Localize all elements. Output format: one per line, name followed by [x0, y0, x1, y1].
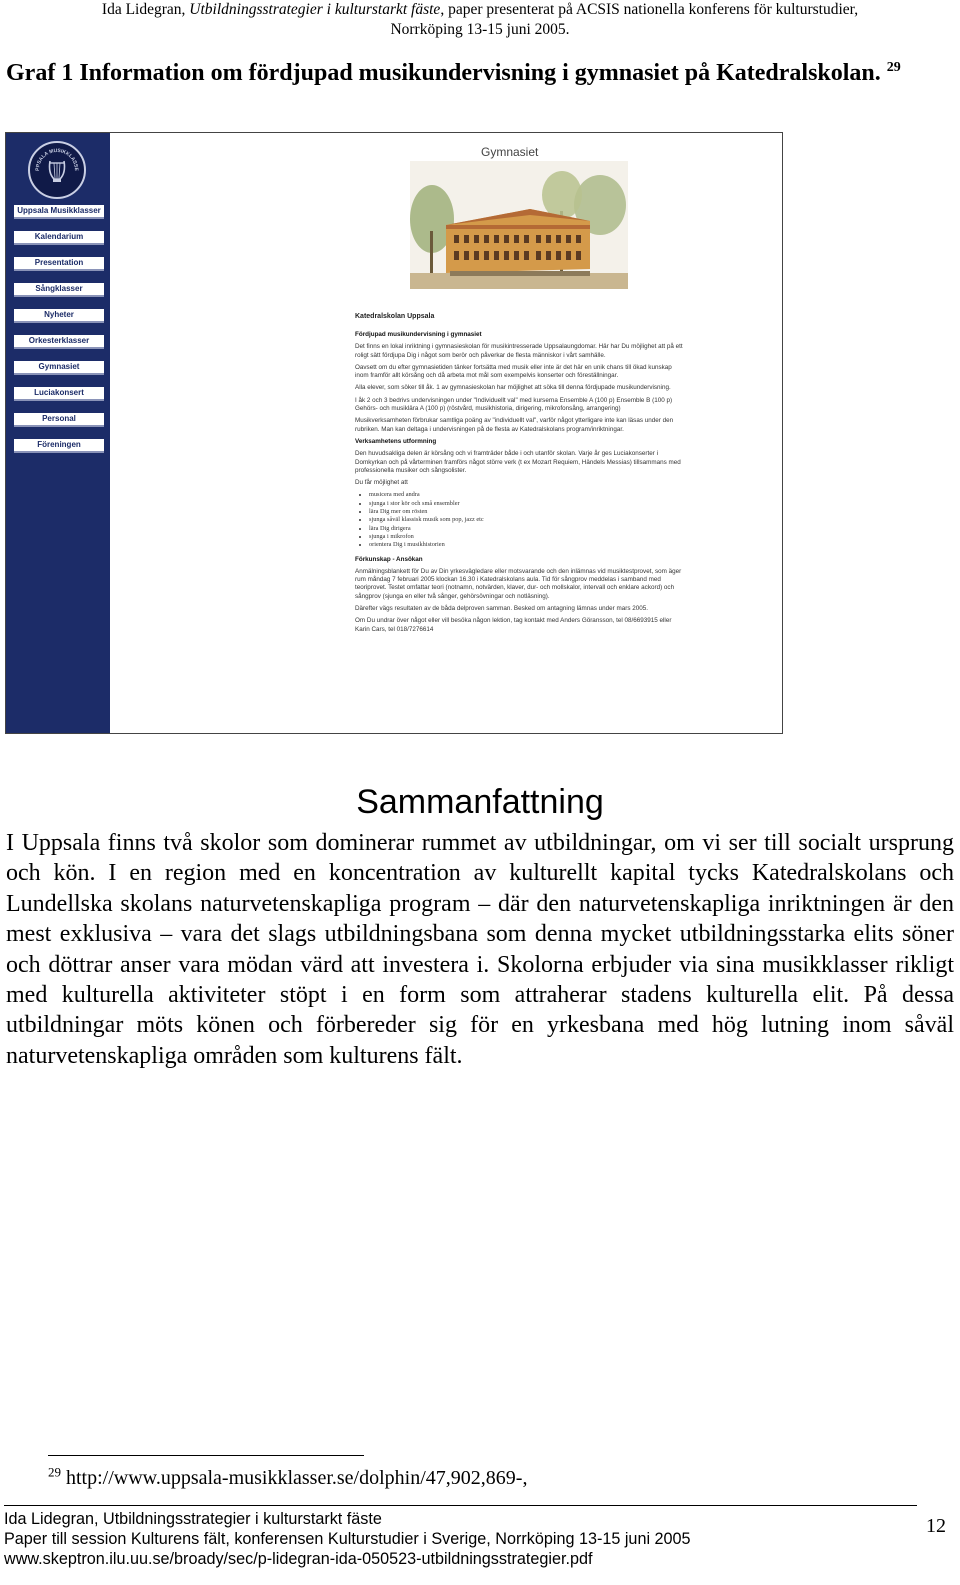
website-section1-paragraph: Alla elever, som söker till åk. 1 av gymnasieskolan har möjlighet att söka till denna fördjupade musikundervisning. [355, 384, 671, 392]
school-building-illustration [410, 161, 628, 289]
website-section2-paragraph: Du får möjlighet att [355, 479, 408, 487]
nav-item-orkesterklasser[interactable]: Orkesterklasser [14, 335, 104, 349]
website-nav [14, 205, 104, 465]
website-section1-paragraph: Det finns en lokal inriktning i gymnasieskolan för musikintresserade Uppsalaungdomar. Här har Du möjlighet att på ett roligt sätt fördjupa Dig i något som berör och påverkar de flesta människor i vårt samhälle. [355, 343, 683, 359]
website-section3-paragraph: Om Du undrar över något eller vill besöka någon lektion, tag kontakt med Anders Göransson, tel 08/6693915 eller Karin Cars, tel 018/7276614 [355, 617, 672, 633]
footer-divider [4, 1505, 917, 1506]
footnote-link[interactable]: http://www.uppsala-musikklasser.se/dolphin/47,902,869-, [66, 1467, 528, 1489]
footer-line-2: Paper till session Kulturens fält, konferensen Kulturstudier i Sverige, Norrköping 13-15 juni 2005 [4, 1530, 691, 1548]
list-item: • orientera Dig i musikhistorien [369, 541, 685, 549]
nav-item-personal[interactable]: Personal [14, 413, 104, 427]
logo-text: PPSALA MUSIKKLASSE [34, 147, 80, 172]
nav-item-foreningen[interactable]: Föreningen [14, 439, 104, 453]
header-venue: , paper presenterat på ACSIS nationella konferens för kulturstudier, [440, 1, 859, 18]
website-section2-paragraph: Den huvudsakliga delen är körsång och vi framträder både i och utanför skolan. Varje år ges Luciakonserter i Domkyrkan och på vårterminen framförs något större verk (t ex Mozart Requiem, Händels Messias) tillsammans med professionella musiker och sångsolister. [355, 450, 681, 474]
list-item: • sjunga i stor kör och små ensembler [369, 500, 685, 508]
footer-url-link[interactable]: www.skeptron.ilu.uu.se/broady/sec/p-lidegran-ida-050523-utbildningsstrategier.pdf [4, 1550, 593, 1568]
page-number: 12 [926, 1515, 946, 1537]
website-section1-paragraph: Oavsett om du efter gymnasietiden tänker fortsätta med musik eller inte är det här en unik chans till ökad kunskap inom framför allt körsång och då arbeta mot mål som exempelvis konserter och föreställningar. [355, 363, 672, 380]
nav-item-uppsala-musikklasser[interactable]: Uppsala Musikklasser [14, 205, 104, 219]
header-paper-title: Utbildningsstrategier i kulturstarkt fäste [189, 1, 441, 18]
nav-item-nyheter[interactable]: Nyheter [14, 309, 104, 323]
page-footer [4, 1509, 904, 1569]
website-screenshot [5, 132, 783, 734]
running-header [0, 0, 960, 40]
footnote-divider [48, 1455, 364, 1456]
header-author: Ida Lidegran, [101, 1, 190, 18]
lyre-logo-icon [28, 141, 86, 199]
website-section1-paragraph: I åk 2 och 3 bedrivs undervisningen under "Individuellt val" med kurserna Ensemble A (100 p) Ensemble B (100 p) Gehörs- och musiklära A (100 p) (röstvård, musikhistoria, dirigering, mikrofonsång, arrangering) [355, 396, 673, 413]
list-item: • musicera med andra [369, 491, 685, 499]
header-line-1 [0, 0, 960, 20]
figure-caption [6, 58, 954, 88]
website-sidebar [6, 133, 110, 733]
section-heading-summary: Sammanfattning [356, 783, 604, 821]
footnote [48, 1466, 527, 1490]
summary-paragraph: I Uppsala finns två skolor som dominerar rummet av utbildningar, om vi ser till socialt ursprung och kön. I en region med en koncentration av kulturellt kapital tycks Katedralskolans och Lundellska skolans naturvetenskapliga program – där den naturvetenskapliga inriktningen är den mest exklusiva – vara det slags utbildningsbana som denna mycket utbildningsstarka elits söner och döttrar anser vara mödan värd att investera i. Skolorna erbjuder via sina musikklasser rikligt med kulturella aktiviteter stöpt i en form som attraherar stadens kulturella elit. På dessa utbildningar möts könen och förbereder sig för en yrkesbana med hög lutning inom såväl naturvetenskapliga områden som kulturens fält. [6, 830, 954, 1069]
figure-caption-text: Graf 1 Information om fördjupad musikundervisning i gymnasiet på Katedralskolan. [6, 60, 881, 86]
list-item: • sjunga i mikrofon [369, 533, 685, 541]
website-section3-heading: Förkunskap - Ansökan [355, 555, 423, 563]
nav-item-presentation[interactable]: Presentation [14, 257, 104, 271]
list-item: • lära Dig mer om rösten [369, 508, 685, 516]
website-section1-paragraph: Musikverksamheten förbrukar samtliga poäng av "individuellt val", varför något ytterligare inte kan läsas under den rubriken. Man kan deltaga i undervisningen på de flesta av Katedralskolans program/inriktningar. [355, 417, 674, 433]
list-item: • lära Dig dirigera [369, 525, 685, 533]
nav-item-luciakonsert[interactable]: Luciakonsert [14, 387, 104, 401]
website-content [118, 133, 778, 733]
website-section1-heading: Fördjupad musikundervisning i gymnasiet [355, 331, 482, 338]
website-school-name: Katedralskolan Uppsala [355, 313, 435, 320]
footer-line-1: Ida Lidegran, Utbildningsstrategier i kulturstarkt fäste [4, 1510, 382, 1528]
nav-item-kalendarium[interactable]: Kalendarium [14, 231, 104, 245]
list-item: • sjunga såväl klassisk musik som pop, jazz etc [369, 516, 685, 524]
footnote-ref: 29 [886, 60, 901, 75]
website-bullet-list [361, 491, 685, 549]
website-page-title: Gymnasiet [481, 145, 539, 159]
website-section3-paragraph: Anmälningsblankett för Du av Din yrkesvägledare eller motsvarande och den inlämnas vid musiktestprovet, som äger rum måndag 7 februari 2005 klockan 16.30 i Katedralskolans aula. Tid för sångprov meddelas i samband med teoriprovet. Testet omfattar teori (notnamn, notvärden, klaver, dur- och mollskalor, intervall och enklare ackord) och sångprov (sjunga en eller två sånger, gehörsövningar och notläsning). [355, 567, 682, 600]
header-line-2: Norrköping 13-15 juni 2005. [390, 21, 570, 38]
website-section3-paragraph: Därefter vägs resultaten av de båda delproven samman. Besked om antagning lämnas under mars 2005. [355, 605, 648, 613]
nav-item-sangklasser[interactable]: Sångklasser [14, 283, 104, 297]
nav-item-gymnasiet[interactable]: Gymnasiet [14, 361, 104, 375]
website-section2-heading: Verksamhetens utformning [355, 437, 437, 445]
website-body-text [355, 331, 685, 638]
footnote-number: 29 [48, 1464, 61, 1480]
